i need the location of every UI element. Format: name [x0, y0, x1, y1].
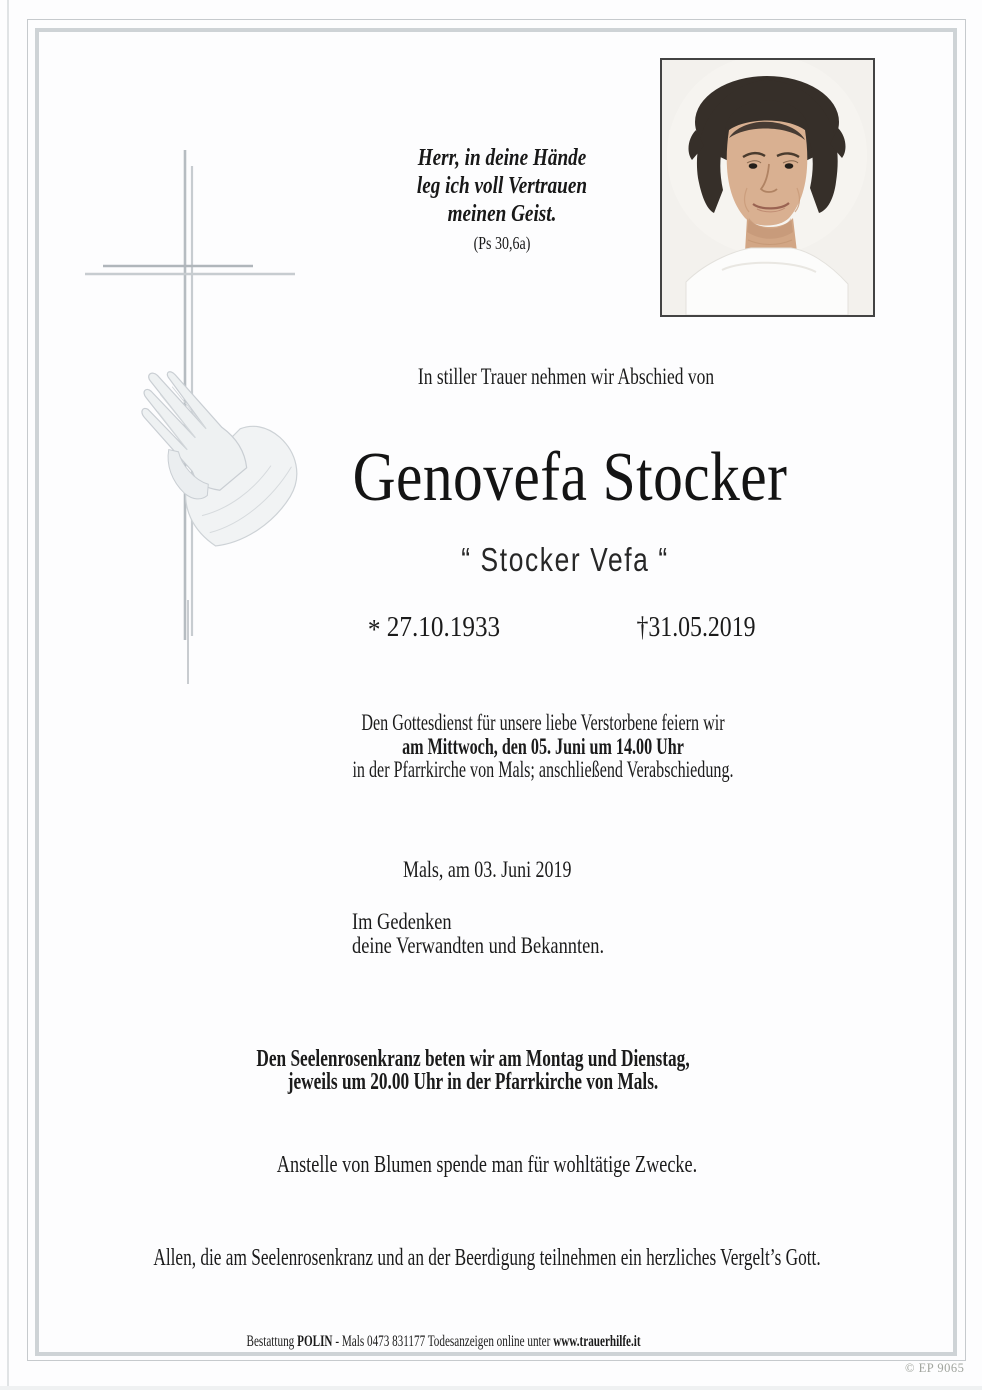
service-line: in der Pfarrkirche von Mals; anschließend Verabschiedung. — [352, 757, 734, 782]
service-line: Den Gottesdienst für unsere liebe Verstorbene feiern wir — [361, 710, 725, 735]
footer-website: www.trauerhilfe.it — [553, 1333, 641, 1350]
death-date-value: 31.05.2019 — [648, 612, 756, 643]
mourners-line: deine Verwandten und Bekannten. — [352, 932, 605, 958]
footer-brand: POLIN — [297, 1333, 333, 1350]
intro-line: In stiller Trauer nehmen wir Abschied von — [417, 364, 715, 389]
mourners-line: Im Gedenken — [352, 909, 452, 934]
quote-line: Herr, in deine Hände — [417, 145, 587, 171]
print-code: © EP 9065 — [905, 1361, 965, 1375]
praying-hands-icon — [112, 332, 317, 552]
service-datetime: am Mittwoch, den 05. Juni um 14.00 Uhr — [402, 733, 684, 759]
service-announcement — [319, 711, 767, 782]
footer-middle: - Mals 0473 831177 Todesanzeigen online unter — [335, 1333, 551, 1350]
mourners-block — [352, 910, 604, 957]
rosary-line: Den Seelenrosenkranz beten wir am Montag und Dienstag, — [256, 1046, 690, 1072]
quote-line: leg ich voll Vertrauen — [416, 173, 588, 199]
place-dateline: Mals, am 03. Juni 2019 — [403, 857, 572, 882]
psalm-quote — [358, 144, 646, 257]
funeral-home-footer — [229, 1333, 661, 1350]
quote-line: meinen Geist. — [447, 201, 557, 227]
birth-star-symbol: * — [367, 615, 381, 646]
death-cross-symbol: † — [636, 612, 649, 643]
deceased-nickname: “ Stocker Vefa “ — [461, 541, 669, 578]
death-date — [628, 612, 764, 644]
rosary-announcement — [221, 1048, 725, 1093]
portrait-photo — [660, 58, 875, 317]
quote-reference: (Ps 30,6a) — [473, 233, 531, 253]
flowers-note: Anstelle von Blumen spende man für wohltätige Zwecke. — [276, 1152, 698, 1178]
scan-edge-artifact — [0, 1386, 982, 1390]
birth-date-value: 27.10.1933 — [386, 612, 501, 643]
footer-prefix: Bestattung — [246, 1333, 295, 1350]
scan-edge-artifact — [7, 0, 9, 1390]
rosary-line: jeweils um 20.00 Uhr in der Pfarrkirche von Mals. — [287, 1068, 659, 1095]
deceased-name: Genovefa Stocker — [352, 439, 788, 516]
thanks-note: Allen, die am Seelenrosenkranz und an der Beerdigung teilnehmen ein herzliches Vergelt’s Gott. — [153, 1245, 821, 1271]
birth-date — [362, 612, 506, 644]
